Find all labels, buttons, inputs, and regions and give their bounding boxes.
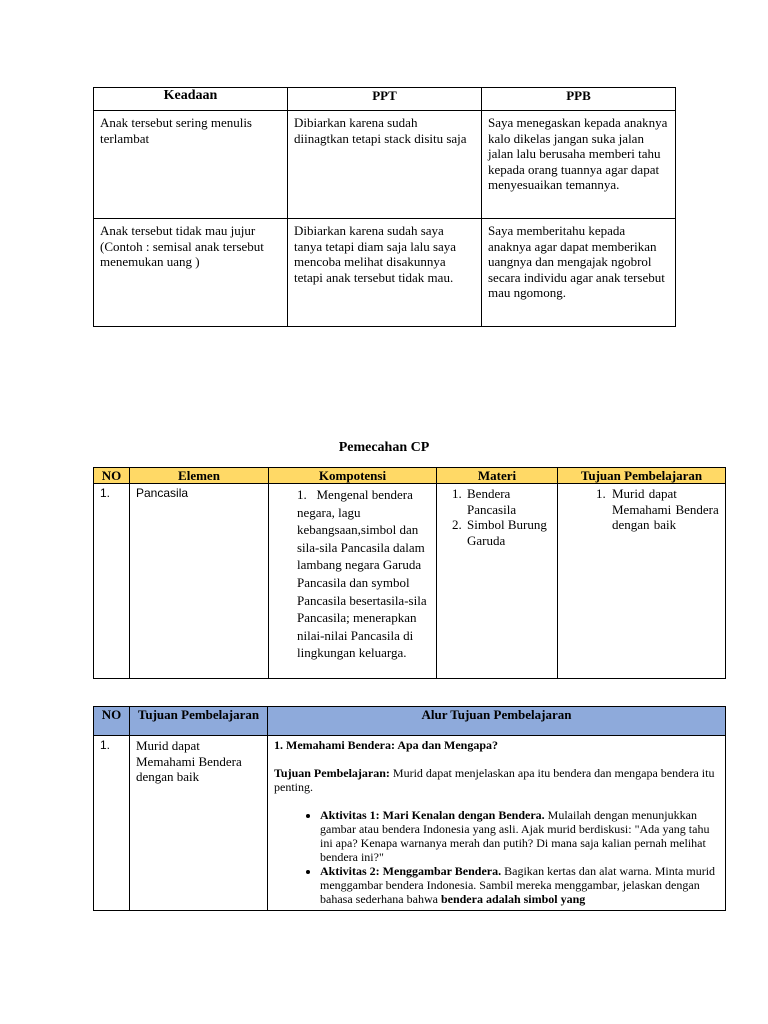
pemecahan-cp-table [93,467,726,679]
activity-title: Aktivitas 2: Menggambar Bendera. [320,864,502,878]
list-item: 1. Bendera Pancasila [465,486,551,517]
tp-text: Murid dapat menjelaskan apa itu bendera dan mengapa bendera itu penting. [274,766,715,794]
list-item: 2. Simbol Burung Garuda [465,517,551,548]
list-item [320,864,719,906]
list-item: 1. Murid dapat Memahami Bendera dengan baik [610,486,719,533]
tujuan-list [564,486,719,533]
cell-ppb: Saya memberitahu kepada anaknya agar dapat memberikan uangnya dan mengajak ngobrol secara individu agar anak tersebut mau ngomong. [482,219,676,327]
cell-no: 1. [94,484,130,679]
list-number: 1. [297,487,317,502]
cell-tujuan: Murid dapat Memahami Bendera dengan baik [130,736,268,911]
cell-ppt: Dibiarkan karena sudah saya tanya tetapi diam saja lalu saya mencoba melihat disakunnya tetapi anak tersebut tidak mau. [288,219,482,327]
header-ppt: PPT [288,88,482,111]
section-title: Pemecahan CP [338,440,430,455]
header-ppb: PPB [482,88,676,111]
header-no: NO [94,707,130,736]
table-header-row [94,88,676,111]
header-materi: Materi [437,468,558,484]
kompetensi-text: Mengenal bendera negara, lagu kebangsaan,simbol dan sila-sila Pancasila dalam lambang negara Garuda Pancasila dan symbol Pancasila besertasila-sila Pancasila; menerapkan nilai-nilai Pancasila di lingkungan keluarga. [297,487,427,661]
header-no: NO [94,468,130,484]
header-tujuan: Tujuan Pembelajaran [558,468,726,484]
cell-elemen: Pancasila [130,484,269,679]
header-tujuan: Tujuan Pembelajaran [130,707,268,736]
table-row [94,111,676,219]
table-row [94,484,726,679]
activity-text: Bagikan kertas dan alat warna. Minta murid menggambar bendera Indonesia. Sambil mereka menggambar, jelaskan dengan bahasa sederhana bahwa [320,864,716,906]
cell-ppt: Dibiarkan karena sudah diinagtkan tetapi stack disitu saja [288,111,482,219]
activity-title: Aktivitas 1: Mari Kenalan dengan Bendera. [320,808,545,822]
table-row [94,736,726,911]
cell-materi [437,484,558,679]
header-alur: Alur Tujuan Pembelajaran [268,707,726,736]
cell-no: 1. [94,736,130,911]
table-header-row [94,468,726,484]
kondisi-table [93,87,676,327]
cell-ppb: Saya menegaskan kepada anaknya kalo dikelas jangan suka jalan jalan lalu berusaha memberi tahu kepada orang tuannya agar dapat menyesuaikan temannya. [482,111,676,219]
header-elemen: Elemen [130,468,269,484]
cell-kompetensi [269,484,437,679]
cell-tujuan [558,484,726,679]
cell-keadaan: Anak tersebut tidak mau jujur (Contoh : semisal anak tersebut menemukan uang ) [94,219,288,327]
table-header-row [94,707,726,736]
activity-text: Mulailah dengan menunjukkan gambar atau bendera Indonesia yang asli. Ajak murid berdiskusi: "Ada yang tahu ini apa? Kenapa warnanya merah dan putih? Di mana saja kalian pernah melihat bendera ini?" [320,808,710,864]
cell-alur [268,736,726,911]
tp-label: Tujuan Pembelajaran: [274,766,390,780]
alur-heading: 1. Memahami Bendera: Apa dan Mengapa? [274,738,499,752]
alur-tujuan-table [93,706,726,911]
header-keadaan: Keadaan [94,88,288,111]
cell-keadaan: Anak tersebut sering menulis terlambat [94,111,288,219]
table-row [94,219,676,327]
list-item [320,808,719,864]
header-kompetensi: Kompotensi [269,468,437,484]
activity-bold-tail: bendera adalah simbol yang [440,892,586,906]
activity-list [274,808,719,906]
materi-list [443,486,551,548]
